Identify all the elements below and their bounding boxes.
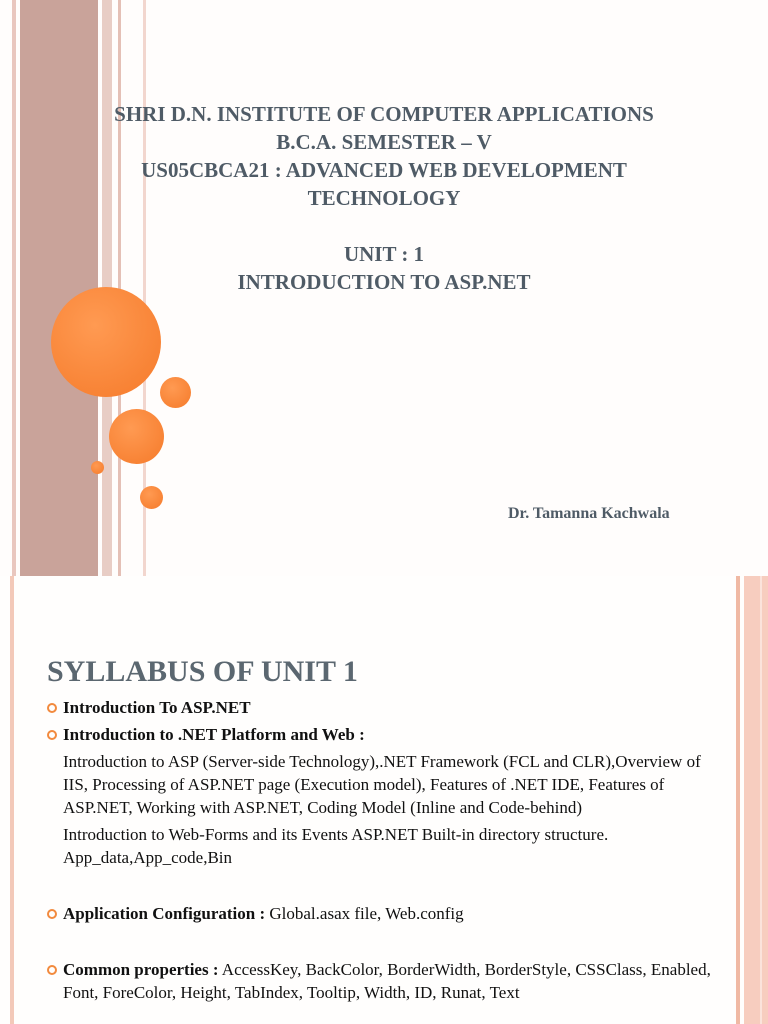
decor-stripe — [10, 576, 14, 1024]
bullet-item — [47, 696, 727, 719]
decor-stripe — [760, 576, 762, 1024]
bullet-label: Common properties : — [63, 960, 219, 979]
bullet-text: Introduction to .NET Platform and Web : — [63, 725, 365, 744]
bullet-item — [47, 958, 727, 1004]
sub-paragraph: Introduction to Web-Forms and its Events ASP.NET Built-in directory structure. App_data,App_code,Bin — [63, 825, 609, 867]
slide-title — [80, 100, 688, 296]
bullet-item — [47, 723, 727, 746]
bullet-text: Global.asax file, Web.config — [265, 904, 464, 923]
bullet-circle-icon — [47, 909, 57, 919]
bullet-label: Application Configuration : — [63, 904, 266, 923]
title-line-semester: B.C.A. SEMESTER – V — [276, 130, 492, 154]
bullet-circle-icon — [47, 730, 57, 740]
decor-stripe — [12, 0, 16, 576]
title-line-institute: SHRI D.N. INSTITUTE OF COMPUTER APPLICATIONS — [114, 102, 654, 126]
title-line-course: US05CBCA21 : ADVANCED WEB DEVELOPMENT — [141, 158, 627, 182]
decor-circle — [91, 461, 104, 474]
decor-circle — [140, 486, 163, 509]
bullet-text: AccessKey, BackColor, BorderWidth, BorderStyle, CSSClass, Enabled, Font, ForeColor, Height, TabIndex, Tooltip, Width, ID, Runat, Text — [63, 960, 711, 1002]
bullet-text: Introduction To ASP.NET — [63, 698, 251, 717]
author-name: Dr. Tamanna Kachwala — [508, 505, 670, 522]
syllabus-content — [47, 696, 727, 1004]
syllabus-heading: SYLLABUS OF UNIT 1 — [47, 655, 358, 688]
bullet-circle-icon — [47, 703, 57, 713]
sub-paragraph: Introduction to ASP (Server-side Technology),.NET Framework (FCL and CLR),Overview of IIS, Processing of ASP.NET page (Execution model), Features of .NET IDE, Features of ASP.NET, Working with ASP.NET, Coding Model (Inline and Code-behind) — [63, 752, 701, 817]
title-line-course-cont: TECHNOLOGY — [307, 186, 461, 210]
decor-stripe — [736, 576, 740, 1024]
decor-circle — [109, 409, 164, 464]
bullet-item — [47, 902, 727, 925]
decor-circle-large — [51, 287, 161, 397]
bullet-circle-icon — [47, 965, 57, 975]
syllabus-slide — [0, 576, 768, 1024]
decor-stripe — [744, 576, 768, 1024]
decor-circle — [160, 377, 191, 408]
title-line-unit: UNIT : 1 — [343, 242, 425, 266]
title-line-topic: INTRODUCTION TO ASP.NET — [237, 270, 531, 294]
